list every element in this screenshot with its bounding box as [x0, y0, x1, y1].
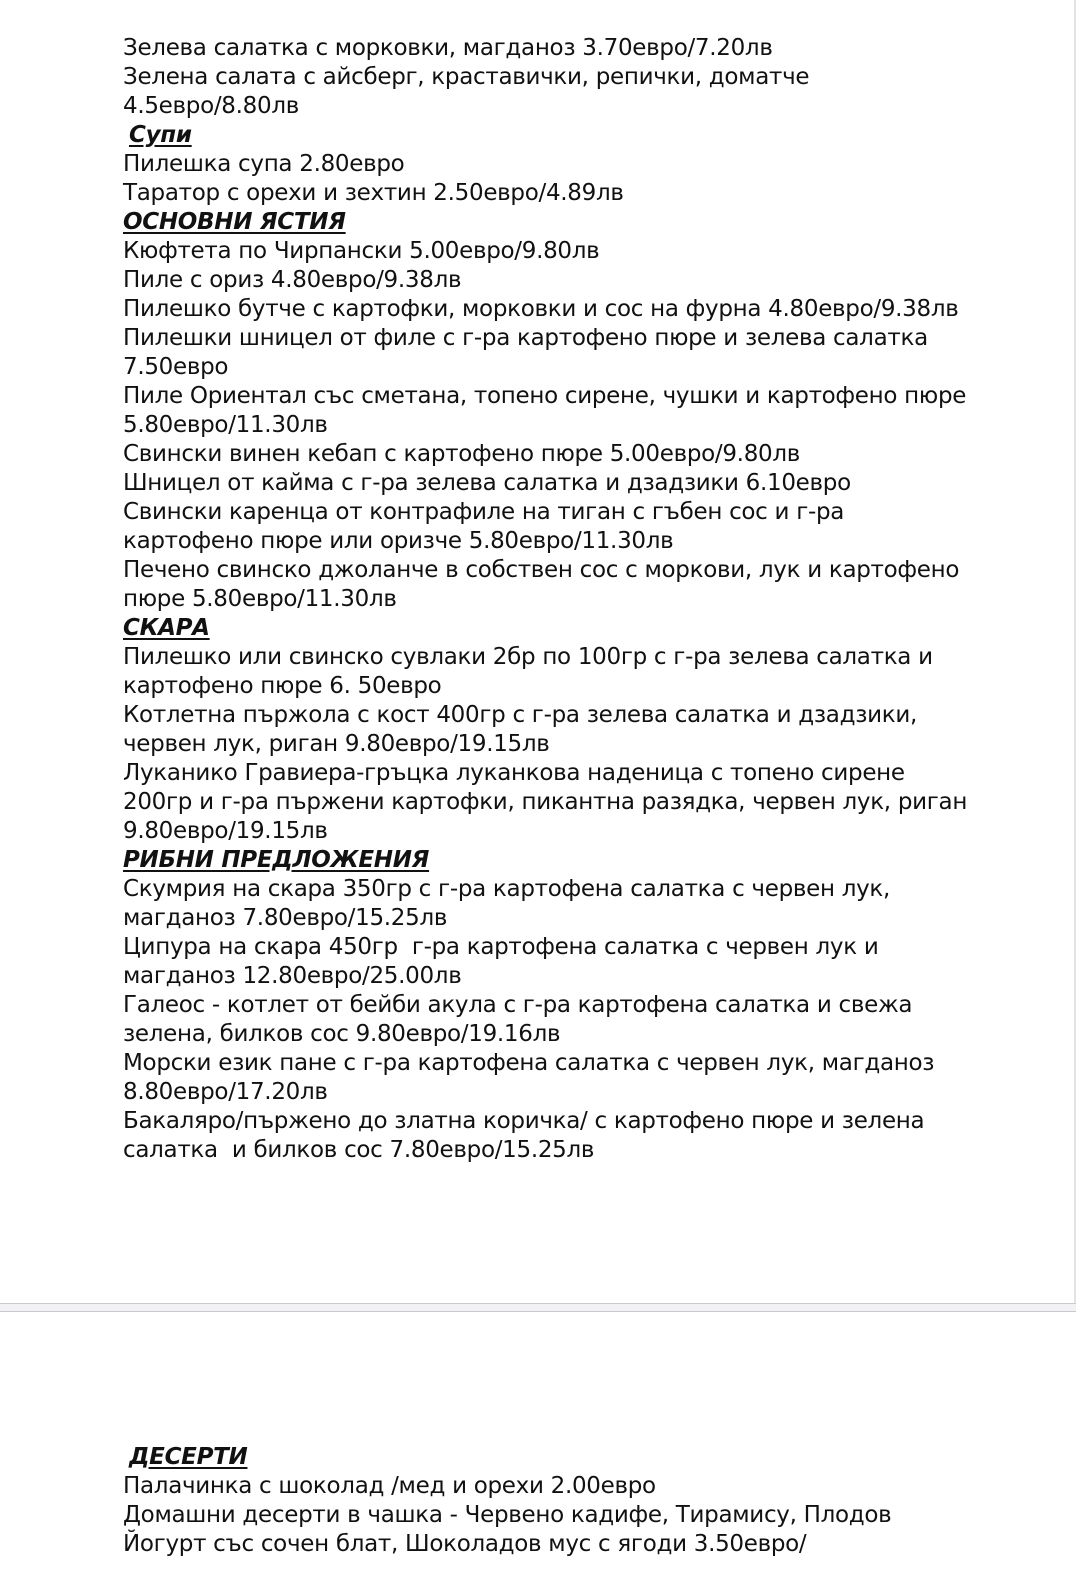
- menu-page-1: [123, 34, 1043, 1165]
- menu-item: Морски език пане с г-ра картофена салатка с червен лук, магданоз 8.80евро/17.20лв: [123, 1050, 935, 1105]
- page-separator: [0, 1303, 1076, 1312]
- menu-item: Печено свинско джоланче в собствен сос с моркови, лук и картофено пюре 5.80евро/11.30лв: [123, 557, 960, 612]
- menu-item: Кюфтета по Чирпански 5.00евро/9.80лв: [123, 238, 600, 264]
- menu-item: Таратор с орехи и зехтин 2.50евро/4.89лв: [123, 180, 624, 206]
- menu-item: Бакаляро/пържено до златна коричка/ с картофено пюре и зелена салатка и билков сос 7.80евро/15.25лв: [123, 1108, 925, 1163]
- menu-item: Ципура на скара 450гр г-ра картофена салатка с червен лук и магданоз 12.80евро/25.00лв: [123, 934, 879, 989]
- section-heading-fish: РИБНИ ПРЕДЛОЖЕНИЯ: [123, 847, 430, 873]
- menu-page-2: [123, 1443, 1043, 1559]
- menu-item: Котлетна пържола с кост 400гр с г-ра зелева салатка и дзадзики, червен лук, риган 9.80евро/19.15лв: [123, 702, 918, 757]
- menu-item: Пилешко бутче с картофки, морковки и сос на фурна 4.80евро/9.38лв: [123, 296, 959, 322]
- menu-item: Пиле Ориентал със сметана, топено сирене, чушки и картофено пюре 5.80евро/11.30лв: [123, 383, 967, 438]
- menu-item: Шницел от кайма с г-ра зелева салатка и дзадзики 6.10евро: [123, 470, 851, 496]
- section-heading-desserts: ДЕСЕРТИ: [129, 1444, 248, 1470]
- section-heading-mains: ОСНОВНИ ЯСТИЯ: [123, 209, 346, 235]
- menu-item: Скумрия на скара 350гр с г-ра картофена салатка с червен лук, магданоз 7.80евро/15.25лв: [123, 876, 891, 931]
- menu-item: Пиле с ориз 4.80евро/9.38лв: [123, 267, 462, 293]
- menu-item: Зелева салатка с морковки, магданоз 3.70евро/7.20лв: [123, 35, 773, 61]
- menu-item: Свински винен кебап с картофено пюре 5.00евро/9.80лв: [123, 441, 801, 467]
- menu-item: Зелена салата с айсберг, краставички, репички, доматче 4.5евро/8.80лв: [123, 64, 810, 119]
- menu-item: Пилешка супа 2.80евро: [123, 151, 405, 177]
- section-heading-soups: Супи: [129, 122, 192, 148]
- menu-item: Галеос - котлет от бейби акула с г-ра картофена салатка и свежа зелена, билков сос 9.80евро/19.16лв: [123, 992, 913, 1047]
- menu-item: Палачинка с шоколад /мед и орехи 2.00евро: [123, 1473, 656, 1499]
- menu-item: Луканико Гравиера-гръцка луканкова наденица с топено сирене 200гр и г-ра пържени картофки, пикантна разядка, червен лук, риган 9.80евро/19.15лв: [123, 760, 968, 844]
- menu-item: Пилешко или свинско сувлаки 2бр по 100гр с г-ра зелева салатка и картофено пюре 6. 50евро: [123, 644, 933, 699]
- menu-item: Свински каренца от контрафиле на тиган с гъбен сос и г-ра картофено пюре или оризче 5.80евро/11.30лв: [123, 499, 845, 554]
- menu-item: Пилешки шницел от филе с г-ра картофено пюре и зелева салатка 7.50евро: [123, 325, 928, 380]
- section-heading-grill: СКАРА: [123, 615, 210, 641]
- menu-item: Домашни десерти в чашка - Червено кадифе, Тирамису, Плодов Йогурт със сочен блат, Шоколадов мус с ягоди 3.50евро/: [123, 1502, 892, 1557]
